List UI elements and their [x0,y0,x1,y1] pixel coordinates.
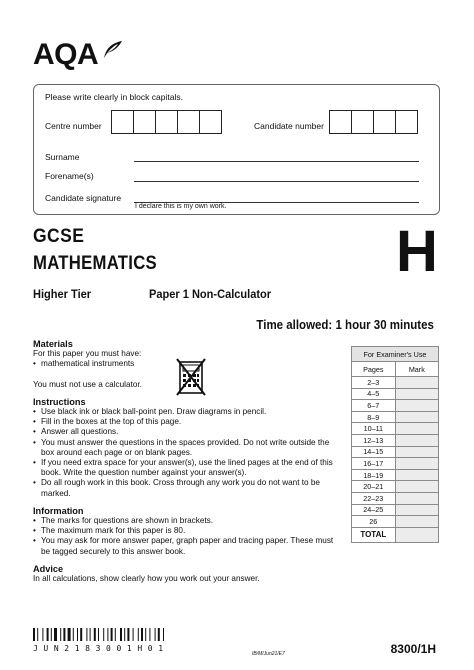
table-row [352,516,439,528]
table-row [352,400,439,412]
materials-heading: Materials [33,339,73,349]
mark-cell [395,516,438,528]
tier-letter: H [396,219,438,284]
calculator-note: You must not use a calculator. [33,379,142,389]
list-item: • If you need extra space for your answer(s), use the lined pages at the end of this book. Write the question number against your answer(s). [33,458,338,478]
digit-box[interactable] [177,110,200,134]
pages-cell: 2–3 [352,377,396,389]
examiners-use-table [351,346,439,543]
aqa-swoosh-icon [101,40,123,60]
mark-cell [395,446,438,458]
mark-cell [395,469,438,481]
digit-box[interactable] [199,110,222,134]
pages-cell: 10–11 [352,423,396,435]
list-item: • The marks for questions are shown in brackets. [33,516,338,526]
list-item: • Do all rough work in this book. Cross through any work you do not want to be marked. [33,478,338,498]
digit-box[interactable] [133,110,156,134]
mark-cell [395,492,438,504]
information-list [33,516,338,557]
pages-cell: 26 [352,516,396,528]
declaration-text: I declare this is my own work. [135,203,227,210]
pages-cell: 6–7 [352,400,396,412]
digit-box[interactable] [111,110,134,134]
table-row [352,504,439,516]
pages-cell: 18–19 [352,469,396,481]
table-row [352,377,439,389]
table-row [352,469,439,481]
pages-cell: 12–13 [352,434,396,446]
list-item: • You must answer the questions in the spaces provided. Do not write outside the box around each page or on blank pages. [33,438,338,458]
mark-column-header: Mark [395,362,438,377]
time-allowed: Time allowed: 1 hour 30 minutes [256,318,434,332]
list-item: • You may ask for more answer paper, graph paper and tracing paper. These must be tagged securely to this answer book. [33,536,338,556]
surname-field[interactable] [134,161,419,162]
mark-cell [395,423,438,435]
list-item: • Fill in the boxes at the top of this page. [33,417,338,427]
digit-box[interactable] [351,110,374,134]
surname-label: Surname [45,152,80,162]
digit-box[interactable] [155,110,178,134]
digit-box[interactable] [395,110,418,134]
barcode-image [33,628,223,641]
list-item: • mathematical instruments [33,359,338,369]
total-label: TOTAL [352,527,396,542]
mark-cell [395,411,438,423]
signature-label: Candidate signature [45,193,122,203]
pages-cell: 20–21 [352,481,396,493]
no-calculator-icon [176,357,206,397]
digit-box[interactable] [373,110,396,134]
table-row [352,446,439,458]
subject-title: MATHEMATICS [33,253,157,274]
mark-cell [395,377,438,389]
table-title: For Examiner's Use [352,347,439,362]
list-item: • The maximum mark for this paper is 80. [33,526,338,536]
table-row [352,388,439,400]
table-row [352,492,439,504]
aqa-logo [33,40,123,70]
block-capitals-heading: Please write clearly in block capitals. [45,92,183,102]
pages-cell: 16–17 [352,458,396,470]
barcode-text: J U N 2 1 8 3 0 0 1 H 0 1 [33,644,164,653]
logo-text: AQA [33,38,99,71]
reference-code: IB/M/Jun21/E7 [252,651,285,657]
candidate-number-label: Candidate number [254,121,324,131]
table-row [352,481,439,493]
information-heading: Information [33,505,84,516]
pages-cell: 4–5 [352,388,396,400]
pages-cell: 24–25 [352,504,396,516]
centre-number-label: Centre number [45,121,102,131]
materials-intro: For this paper you must have: [33,349,142,359]
table-row [352,458,439,470]
mark-cell [395,388,438,400]
table-row [352,434,439,446]
list-item: • Answer all questions. [33,427,338,437]
instructions-heading: Instructions [33,396,86,407]
tier-label: Higher Tier [33,287,92,301]
paper-code: 8300/1H [390,642,436,656]
pages-cell: 8–9 [352,411,396,423]
advice-text: In all calculations, show clearly how you work out your answer. [33,574,260,584]
mark-cell [395,481,438,493]
qualification-title: GCSE [33,226,85,247]
pages-column-header: Pages [352,362,396,377]
table-row [352,423,439,435]
candidate-number-field[interactable] [330,110,418,134]
pages-cell: 14–15 [352,446,396,458]
mark-cell [395,504,438,516]
candidate-details-box [33,84,440,215]
mark-cell [395,458,438,470]
digit-box[interactable] [329,110,352,134]
advice-heading: Advice [33,563,64,574]
mark-cell [395,434,438,446]
list-item: • Use black ink or black ball-point pen. Draw diagrams in pencil. [33,407,338,417]
table-row [352,411,439,423]
total-row [352,527,439,542]
paper-label: Paper 1 Non-Calculator [149,287,272,301]
forenames-label: Forename(s) [45,171,94,181]
total-mark-cell [395,527,438,542]
pages-cell: 22–23 [352,492,396,504]
centre-number-field[interactable] [112,110,222,134]
forenames-field[interactable] [134,181,419,182]
instructions-list [33,407,338,499]
mark-cell [395,400,438,412]
